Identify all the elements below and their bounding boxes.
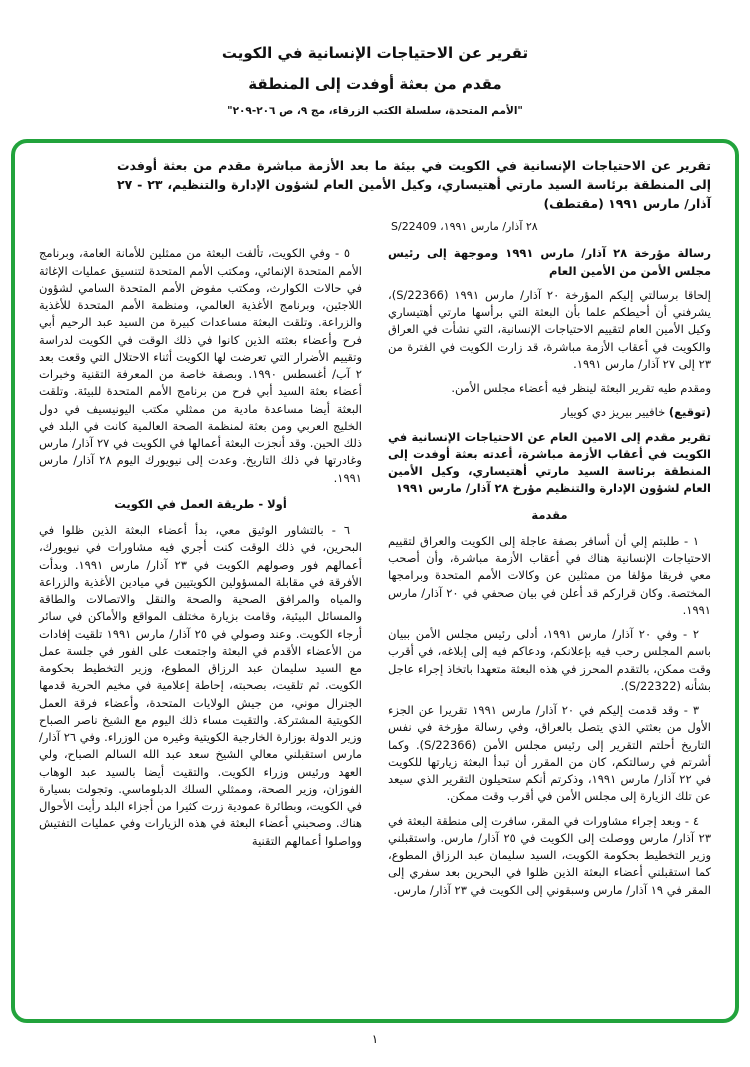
letter-heading: رسالة مؤرخة ٢٨ آذار/ مارس ١٩٩١ وموجهة إلى رئيس مجلس الأمن من الأمين العام [388, 246, 711, 278]
header-subtitle: مقدم من بعثة أوفدت إلى المنطقة [248, 75, 502, 93]
signature-name: خافيير بيريز دي كوييار [561, 405, 666, 420]
left-column [39, 245, 362, 906]
document-reference: ٢٨ آذار/ مارس ١٩٩١، S/22409 [391, 220, 538, 234]
header-source-citation: "الأمم المتحدة، سلسلة الكتب الزرقاء، مج ٩، ص ٢٠٦-٢٠٩" [227, 105, 523, 117]
section-1-heading: أولا - طريقة العمل في الكويت [114, 496, 287, 511]
paragraph-4: ٤ - وبعد إجراء مشاورات في المقر، سافرت إلى منطقة البعثة في ٢٣ آذار/ مارس ووصلت إلى الكويت في ٢٥ آذار/ مارس. واستقبلني وزير التخطيط بحكومة الكويت، السيد سليمان عبد الرزاق المطوع، كما استقبلني أعضاء البعثة الذين ظلوا في البحرين بعد سفري إلى المقر في ١٩ آذار/ مارس وسبقوني إلى الكويت في ٢٣ آذار/ مارس. [388, 813, 711, 897]
signature-line [388, 404, 711, 421]
report-subtitle: تقرير مقدم إلى الامين العام عن الاحتياجات الإنسانية في الكويت في أعقاب الأزمة مباشرة، أعدته بعثة أوفدت إلى المنطقة برئاسة السيد مارتي أهتيساري، وكيل الأمين العام لشؤون الإدارة والتنظيم مؤرخ ٢٨ آذار/ مارس ١٩٩١ [388, 429, 711, 496]
green-border-frame [11, 139, 739, 1023]
paragraph-6: ٦ - بالتشاور الوثيق معي، بدأ أعضاء البعثة الذين ظلوا في البحرين، في ذلك الوقت كنت أجري فيه مشاورات في نيويورك، أعمالهم فور وصولهم الكويت في ٢٣ آذار/ مارس ١٩٩١. وبدأت الأفرقة في مقابلة المسؤولين الكويتيين في ميادين الأغذية والزراعة والمياه والمرافق الصحية والصحة والنقل والاتصالات والطاقة والمسائل البيئية، وقامت بزيارة مختلف المواقع والأماكن في سائر أرجاء الكويت. وعند وصولي في ٢٥ آذار/ مارس ١٩٩١ تلقيت إفادات من الأعضاء الأقدم في البعثة واجتمعت على الفور في جلسة عمل مع السيد سليمان عبد الرزاق المطوع، وزير التخطيط بحكومة الكويت. ثم تلقيت، بصحبته، إحاطة إعلامية في مخيم الحرية قدمها الجنرال موني، من جيش الولايات المتحدة، وأعضاء فرقة العمل الكويتية المشتركة. والتقيت مساء ذلك اليوم مع الشيخ ناصر الصباح وزير الدولة بوزارة الخارجية الكويتية وغيره من الوزراء. وفي ٢٦ آذار/ مارس استقبلني معالي الشيخ سعد عبد الله السالم الصباح، ولي العهد ورئيس وزراء الكويت. والتقيت أيضا بالسيد عبد الوهاب الفوزان، وزير الصحة، وممثلي السلك الدبلوماسي. وتجولت بسيارة في الكويت، وبطائرة عمودية زرت كثيرا من أجزاء البلد رأيت الأحوال هناك. وصحبني أعضاء البعثة في هذه الزيارات وفي عمليات التفتيش وواصلوا أعمالهم التقنية [39, 523, 362, 848]
paragraph-2: ٢ - وفي ٢٠ آذار/ مارس ١٩٩١، أدلى رئيس مجلس الأمن ببيان باسم المجلس رحب فيه بإعلانكم، ودعاكم فيه إلى إبلاغه، في أقرب وقت ممكن، بالتقدم المحرز في هذه البعثة متعهدا باتخاذ إجراء عاجل بشأنه (S/22322). [388, 627, 711, 693]
introduction-heading: مقدمة [531, 507, 568, 522]
paragraph-1: ١ - طلبتم إلي أن أسافر بصفة عاجلة إلى الكويت والعراق لتقييم الاحتياجات الإنسانية هناك في أعقاب الأزمة مباشرة، وأن أصحب معي فريقا مؤلفا من ممثلين عن وكالات الأمم المتحدة وبرامجها المختصة. وكان قراركم قد أعلن في بيان صحفي في ٢٠ آذار/ مارس ١٩٩١. [388, 533, 711, 617]
paragraph-3: ٣ - وقد قدمت إليكم في ٢٠ آذار/ مارس ١٩٩١ تقريرا عن الجزء الأول من بعثتي الذي يتصل بالعراق، وفي رسالة مؤرخة في نفس التاريخ أحلتم التقرير إلى رئيس مجلس الأمن (S/22366). وكما أشرتم في رسالتكم، كان من المقرر أن تبدأ البعثة زيارتها للكويت في ٢٢ آذار/ مارس ١٩٩١، وذكرتم أنكم ستحيلون التقرير الذي سيعد عن تلك الزيارة إلى مجلس الأمن في أقرب وقت ممكن. [388, 703, 711, 804]
two-column-body [39, 245, 711, 906]
letter-paragraph-1: إلحاقا برسالتي إليكم المؤرخة ٢٠ آذار/ مارس ١٩٩١ (S/22366)، يشرفني أن أحيطكم علما بأن البعثة التي برأسها مارتي أهتيساري وكيل الأمين العام لتقييم الاحتياجات الإنسانية، التي نشأت في العراق والكويت في أعقاب الأزمة مباشرة، قد زارت الكويت في الفترة من ٢٣ إلى ٢٧ آذار/ مارس ١٩٩١. [388, 287, 711, 371]
paragraph-5: ٥ - وفي الكويت، تألفت البعثة من ممثلين للأمانة العامة، وبرنامج الأمم المتحدة الإنمائي، ومكتب الأمم المتحدة لتنسيق عمليات الإغاثة في حالات الكوارث، ومكتب مفوض الأمم المتحدة السامي لشؤون اللاجئين، وبرنامج الأغذية العالمي، ومنظمة الأمم المتحدة للأغذية والزراعة. وتلقت البعثة مساعدات كبيرة من السيد عبد الرحيم أبي فرح وأعضاء بعثته الذين كانوا في ذلك الوقت في الكويت لدراسة وتقييم الأضرار التي تعرضت لها الكويت أثناء الاحتلال التي وقعت بعد ٢ آب/ أغسطس ١٩٩٠. وبصفة خاصة من المعرفة التقنية وخبرات أعضاء بعثة السيد أبي فرح من برنامج الأمم المتحدة للبيئة. وتلقت البعثة أيضا مساعدة مادية من ممثلي مكتب اليونيسيف في دول الخليج العربي ومن بعثة لمنظمة الصحة العالمية كانت في البلد في ذلك الحين. وقد أنجزت البعثة أعمالها في الكويت في ٢٧ آذار/ مارس وغادرتها في ذلك التاريخ. وعدت إلى نيويورك اليوم ٢٨ آذار/ مارس ١٩٩١. [39, 246, 362, 485]
letter-paragraph-2: ومقدم طيه تقرير البعثة لينظر فيه أعضاء مجلس الأمن. [451, 381, 711, 395]
right-column [388, 245, 711, 906]
report-title: تقرير عن الاحتياجات الإنسانية في الكويت في بيئة ما بعد الأزمة مباشرة مقدم من بعثة أوفدت إلى المنطقة برئاسة السيد مارتي أهتيساري، وكيل الأمين العام لشؤون الإدارة والتنظيم، ٢٣ - ٢٧ آذار/ مارس ١٩٩١ (مقتطف) [117, 158, 711, 211]
page-number: ١ [371, 1032, 379, 1046]
signature-label: (توقيع) [668, 405, 711, 420]
header-title: تقرير عن الاحتياجات الإنسانية في الكويت [221, 44, 529, 62]
document-header [0, 0, 750, 117]
